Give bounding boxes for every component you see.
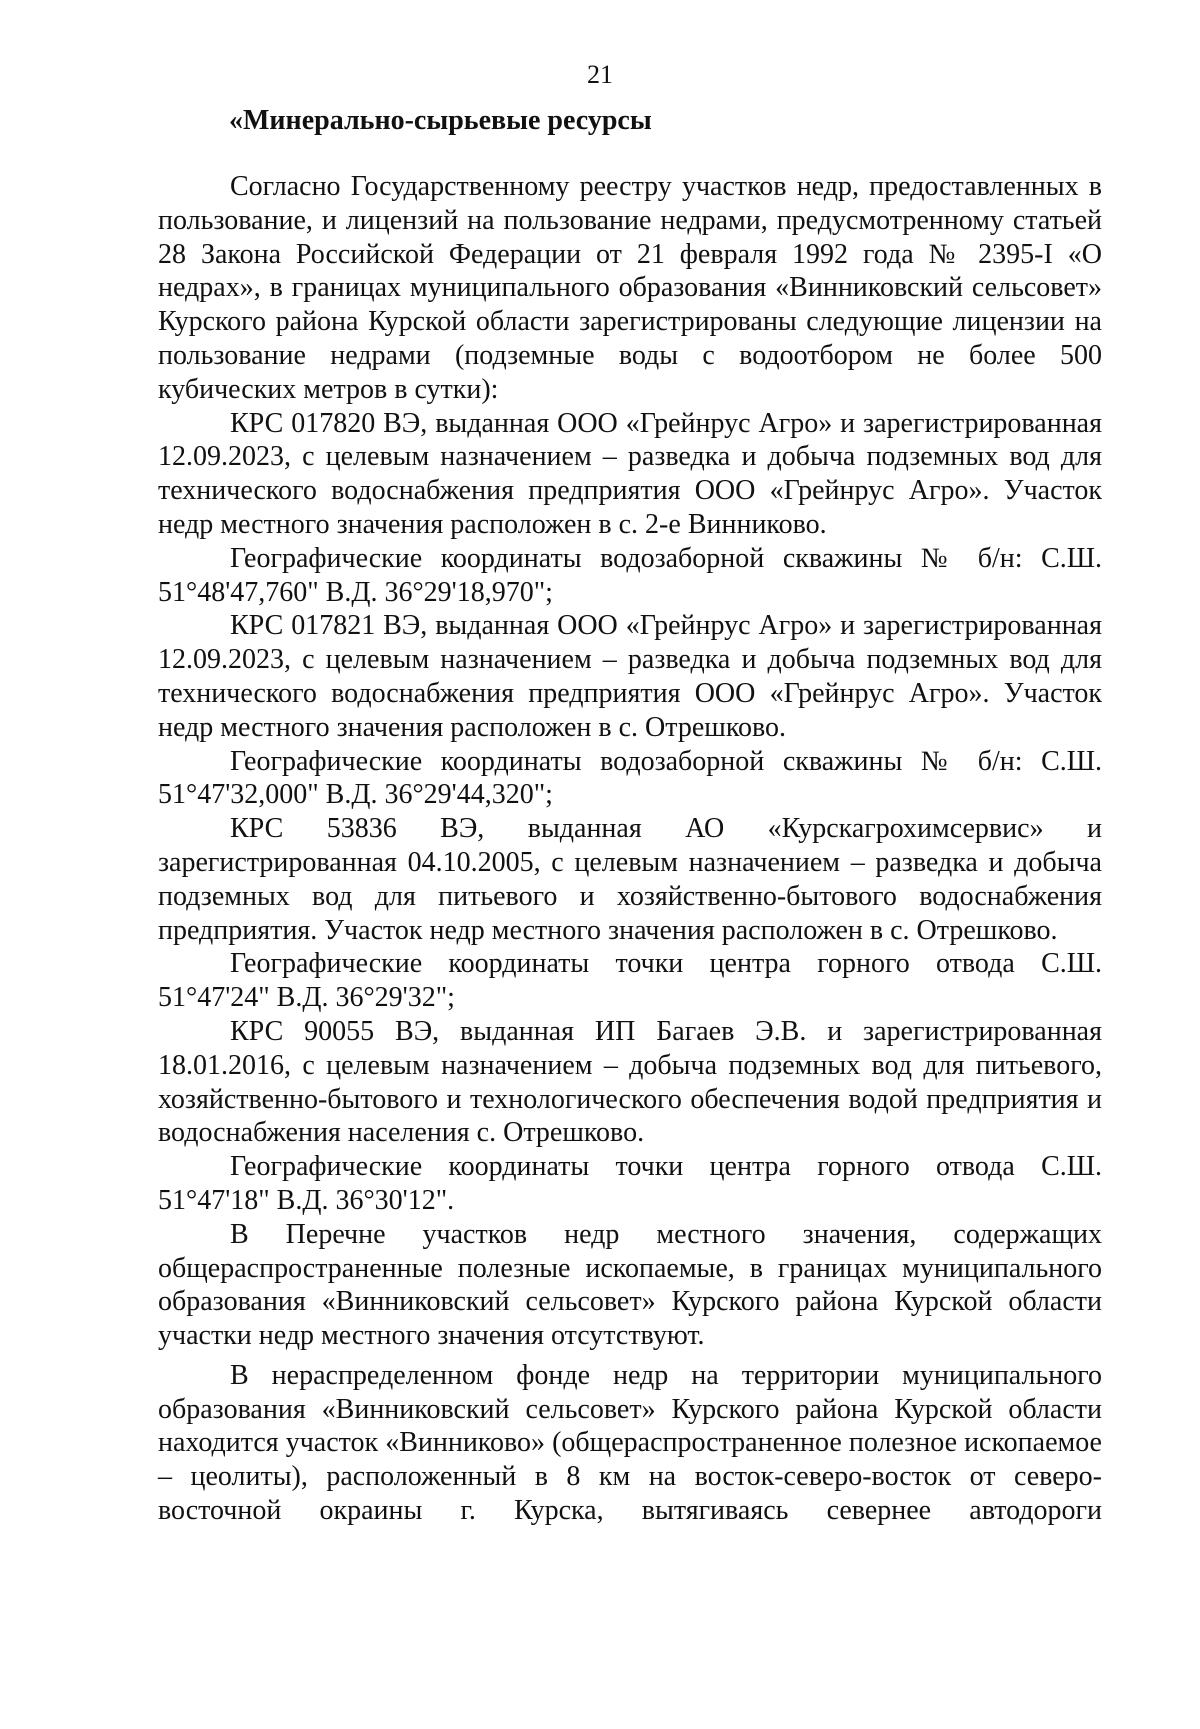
paragraph-license-017821: КРС 017821 ВЭ, выданная ООО «Грейнрус Агро» и зарегистрированная 12.09.2023, с целевым назначением – разведка и добыча подземных вод для технического водоснабжения предприятия ООО «Грейнрус Агро». Участок недр местного значения расположен в с. Отрешково.: [158, 610, 1102, 743]
paragraph-coordinates-53836: Географические координаты точки центра горного отвода С.Ш. 51°47'24" В.Д. 36°29'32";: [158, 948, 1102, 1014]
paragraph-license-53836: КРС 53836 ВЭ, выданная АО «Курскагрохимсервис» и зарегистрированная 04.10.2005, с целевым назначением – разведка и добыча подземных вод для питьевого и хозяйственно-бытового водоснабжения предприятия. Участок недр местного значения расположен в с. Отрешково.: [158, 813, 1102, 946]
paragraph-license-017820: КРС 017820 ВЭ, выданная ООО «Грейнрус Агро» и зарегистрированная 12.09.2023, с целевым назначением – разведка и добыча подземных вод для технического водоснабжения предприятия ООО «Грейнрус Агро». Участок недр местного значения расположен в с. 2-е Винниково.: [158, 407, 1102, 540]
page-number: 21: [587, 60, 613, 89]
paragraph-coordinates-90055: Географические координаты точки центра горного отвода С.Ш. 51°47'18" В.Д. 36°30'12".: [158, 1151, 1102, 1216]
paragraph-local-deposits-list: В Перечне участков недр местного значения, содержащих общераспространенные полезные ископаемые, в границах муниципального образования «Винниковский сельсовет» Курского района Курской области участки недр местного значения отсутствуют.: [158, 1218, 1102, 1352]
paragraph-registry-intro: Согласно Государственному реестру участков недр, предоставленных в пользование, и лицензий на пользование недрами, предусмотренному статьей 28 Закона Российской Федерации от 21 февраля 1992 года № 2395-I «О недрах», в границах муниципального образования «Винниковский сельсовет» Курского района Курской области зарегистрированы следующие лицензии на пользование недрами (подземные воды с водоотбором не более 500 кубических метров в сутки):: [158, 171, 1102, 405]
paragraph-coordinates-017820: Географические координаты водозаборной скважины № б/н: С.Ш. 51°48'47,760" В.Д. 36°29'18,970";: [158, 542, 1102, 608]
body-text: [158, 170, 1102, 1528]
section-heading: «Минерально-сырьевые ресурсы: [229, 105, 652, 136]
paragraph-license-90055: КРС 90055 ВЭ, выданная ИП Багаев Э.В. и зарегистрированная 18.01.2016, с целевым назначением – добыча подземных вод для питьевого, хозяйственно-бытового и технологического обеспечения водой предприятия и водоснабжения населения с. Отрешково.: [158, 1015, 1102, 1149]
paragraph-unallocated-fund: В нераспределенном фонде недр на территории муниципального образования «Винниковский сельсовет» Курского района Курской области находится участок «Винниково» (общераспространенное полезное ископаемое – цеолиты), расположенный в 8 км на восток-северо-восток от северо-восточной окраины г. Курска, вытягиваясь севернее автодороги: [158, 1359, 1102, 1527]
paragraph-coordinates-017821: Географические координаты водозаборной скважины № б/н: С.Ш. 51°47'32,000" В.Д. 36°29'44,320";: [158, 745, 1102, 811]
